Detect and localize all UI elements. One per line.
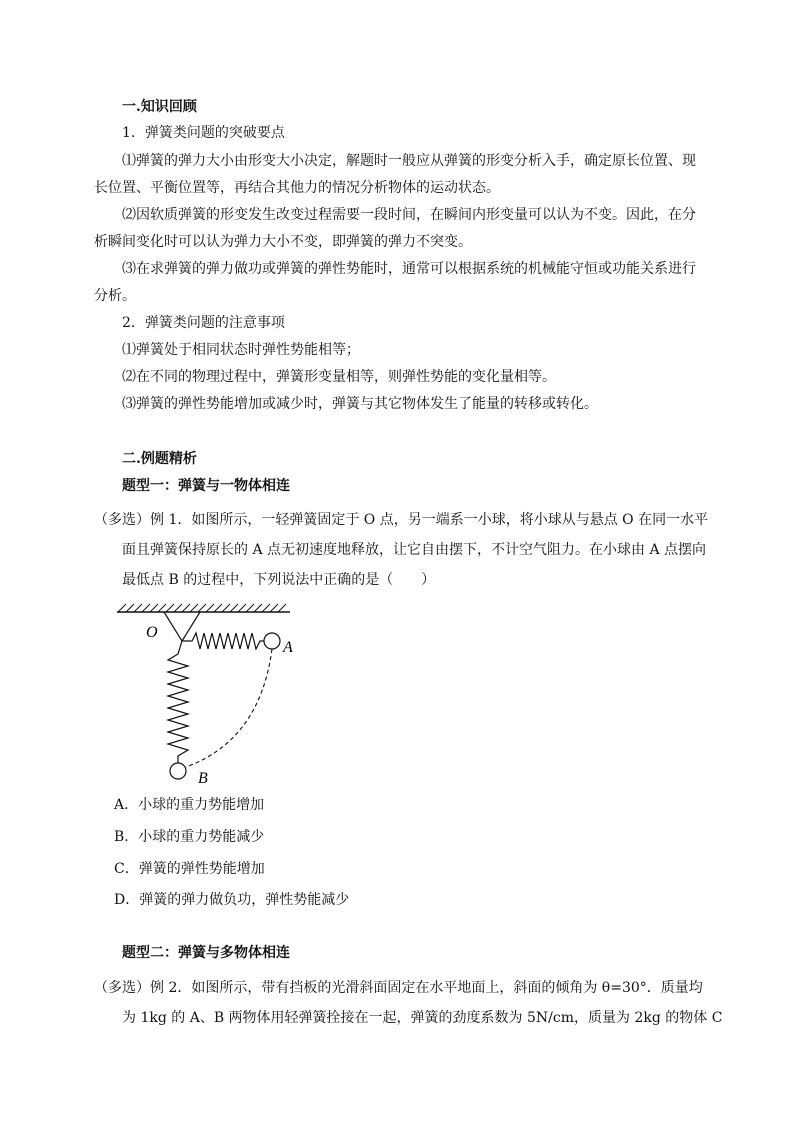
label-a: A — [283, 639, 293, 656]
para2-line1: ⑵因软质弹簧的形变发生改变过程需要一段时间，在瞬间内形变量可以认为不变。因此，在分 — [122, 207, 696, 223]
horizontal-spring — [182, 633, 264, 649]
note-2: ⑵在不同的物理过程中，弹簧形变量相等，则弹性势能的变化量相等。 — [122, 369, 556, 385]
example1-line3: 最低点 B 的过程中，下列说法中正确的是（ ） — [122, 572, 436, 588]
note-3: ⑶弹簧的弹性势能增加或减少时，弹簧与其它物体发生了能量的转移或转化。 — [122, 396, 598, 412]
note-1: ⑴弹簧处于相同状态时弹性势能相等； — [122, 342, 360, 358]
ball-b — [170, 763, 186, 779]
option-d: D．弹簧的弹力做负功，弹性势能减少 — [114, 892, 350, 908]
vertical-spring — [168, 641, 188, 763]
subheading-notes: 2．弹簧类问题的注意事项 — [122, 315, 285, 331]
option-a: A．小球的重力势能增加 — [114, 797, 265, 813]
para1-line2: 长位置、平衡位置等，再结合其他力的情况分析物体的运动状态。 — [94, 180, 500, 196]
ceiling-hatching — [118, 604, 286, 612]
ball-a — [264, 633, 280, 649]
para1-line1: ⑴弹簧的弹力大小由形变大小决定，解题时一般应从弹簧的形变分析入手，确定原长位置、现 — [122, 153, 696, 169]
para2-line2: 析瞬间变化时可以认为弹力大小不变，即弹簧的弹力不突变。 — [94, 234, 472, 250]
label-b: B — [198, 770, 208, 787]
subheading-key-points: 1．弹簧类问题的突破要点 — [122, 125, 285, 141]
spring-pendulum-figure — [112, 600, 312, 788]
label-o: O — [146, 624, 158, 641]
example1-line2: 面且弹簧保持原长的 A 点无初速度地释放，让它自由摆下，不计空气阻力。在小球由 A 点摆向 — [122, 542, 707, 558]
option-c: C．弹簧的弹性势能增加 — [114, 861, 265, 877]
example1-line1: （多选）例 1．如图所示，一轻弹簧固定于 O 点，另一端系一小球，将小球从与悬点 O 在同一水平 — [94, 512, 709, 528]
section2-heading: 二.例题精析 — [122, 451, 197, 467]
para3-line1: ⑶在求弹簧的弹力做功或弹簧的弹性势能时，通常可以根据系统的机械能守恒或功能关系进行 — [122, 261, 696, 277]
example2-line2: 为 1kg 的 A、B 两物体用轻弹簧拴接在一起，弹簧的劲度系数为 5N/cm，质量为 2kg 的物体 C — [122, 1010, 723, 1026]
option-b: B．小球的重力势能减少 — [114, 829, 265, 845]
example2-line1: （多选）例 2．如图所示，带有挡板的光滑斜面固定在水平地面上，斜面的倾角为 θ=30°．质量均 — [94, 980, 703, 996]
type1-heading: 题型一：弹簧与一物体相连 — [122, 478, 290, 494]
support-left — [164, 612, 182, 641]
swing-path — [186, 649, 272, 767]
type2-heading: 题型二：弹簧与多物体相连 — [122, 945, 290, 961]
para3-line2: 分析。 — [94, 288, 136, 304]
section1-heading: 一.知识回顾 — [122, 99, 197, 115]
